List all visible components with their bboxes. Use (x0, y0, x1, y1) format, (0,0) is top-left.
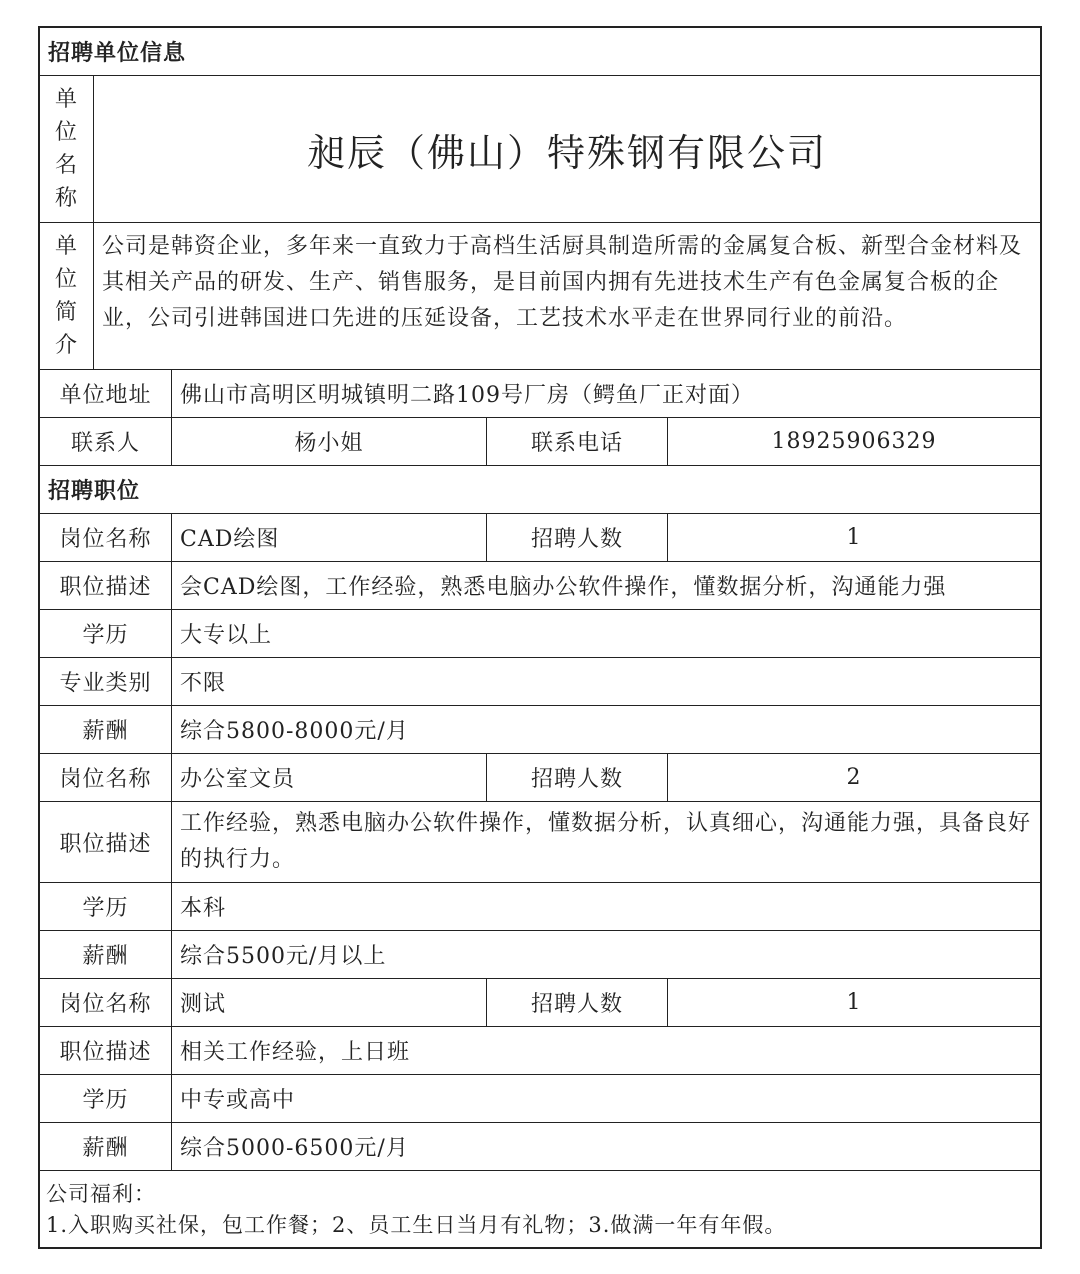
address-value: 佛山市高明区明城镇明二路109号厂房（鳄鱼厂正对面） (180, 383, 754, 408)
phone-label: 联系电话 (487, 418, 668, 465)
education-value: 中专或高中 (180, 1088, 296, 1113)
education-value: 本科 (180, 896, 227, 921)
address-row (40, 370, 1040, 418)
section-title: 招聘单位信息 (48, 41, 187, 66)
salary-value: 综合5800-8000元/月 (180, 719, 409, 744)
salary-value: 综合5500元/月以上 (180, 944, 387, 969)
position-desc-row (40, 562, 1040, 610)
position-desc-label: 职位描述 (40, 802, 172, 882)
unit-intro-text: 公司是韩资企业，多年来一直致力于高档生活厨具制造所需的金属复合板、新型合金材料及其相关产品的研发、生产、销售服务，是目前国内拥有先进技术生产有色金属复合板的企业，公司引进韩国进口先进的压延设备，工艺技术水平走在世界同行业的前沿。 (102, 234, 1023, 331)
benefits-text: 1.入职购买社保，包工作餐；2、员工生日当月有礼物；3.做满一年有年假。 (46, 1213, 787, 1237)
major-value: 不限 (180, 671, 227, 696)
section-header-company (40, 28, 1040, 76)
headcount-label: 招聘人数 (487, 979, 668, 1026)
label-char: 位 (54, 120, 78, 145)
benefits-title: 公司福利： (46, 1182, 156, 1206)
phone-value: 18925906329 (771, 429, 937, 454)
salary-label: 薪酬 (40, 931, 172, 978)
label-char: 简 (54, 300, 78, 325)
contact-row (40, 418, 1040, 466)
salary-row (40, 931, 1040, 979)
label-char: 单 (54, 234, 78, 259)
contact-value: 杨小姐 (172, 418, 487, 465)
position-desc: 相关工作经验，上日班 (180, 1040, 411, 1065)
major-row (40, 658, 1040, 706)
position-desc-label: 职位描述 (40, 562, 172, 609)
headcount-value: 2 (846, 765, 862, 790)
label-char: 称 (54, 186, 78, 211)
position-name-row (40, 754, 1040, 802)
label-char: 位 (54, 267, 78, 292)
label-char: 介 (54, 333, 78, 358)
headcount-value: 1 (846, 525, 862, 550)
address-label: 单位地址 (40, 370, 172, 417)
position-desc-row (40, 802, 1040, 883)
position-name-row (40, 979, 1040, 1027)
headcount-value: 1 (846, 990, 862, 1015)
position-name-label: 岗位名称 (40, 754, 172, 801)
headcount-label: 招聘人数 (487, 514, 668, 561)
salary-row (40, 1123, 1040, 1171)
position-name: CAD绘图 (172, 514, 487, 561)
education-label: 学历 (40, 1075, 172, 1122)
company-name: 昶辰（佛山）特殊钢有限公司 (306, 130, 827, 175)
section-title: 招聘职位 (48, 479, 141, 504)
education-row (40, 1075, 1040, 1123)
salary-label: 薪酬 (40, 1123, 172, 1170)
section-header-positions (40, 466, 1040, 514)
major-label: 专业类别 (40, 658, 172, 705)
unit-name-label (40, 76, 94, 222)
position-name: 测试 (172, 979, 487, 1026)
label-char: 名 (54, 153, 78, 178)
position-name: 办公室文员 (172, 754, 487, 801)
benefits-row (40, 1171, 1040, 1247)
unit-intro-label (40, 223, 94, 369)
unit-intro-row (40, 223, 1040, 370)
position-name-row (40, 514, 1040, 562)
contact-label: 联系人 (40, 418, 172, 465)
unit-name-row (40, 76, 1040, 223)
position-name-label: 岗位名称 (40, 514, 172, 561)
benefits-block (40, 1171, 1040, 1247)
education-row (40, 610, 1040, 658)
education-row (40, 883, 1040, 931)
position-desc-label: 职位描述 (40, 1027, 172, 1074)
salary-value: 综合5000-6500元/月 (180, 1136, 409, 1161)
salary-label: 薪酬 (40, 706, 172, 753)
education-label: 学历 (40, 883, 172, 930)
position-desc-row (40, 1027, 1040, 1075)
label-char: 单 (54, 87, 78, 112)
recruitment-table (38, 26, 1042, 1249)
position-name-label: 岗位名称 (40, 979, 172, 1026)
education-label: 学历 (40, 610, 172, 657)
headcount-label: 招聘人数 (487, 754, 668, 801)
salary-row (40, 706, 1040, 754)
position-desc: 会CAD绘图，工作经验，熟悉电脑办公软件操作，懂数据分析，沟通能力强 (180, 575, 947, 600)
education-value: 大专以上 (180, 623, 273, 648)
position-desc: 工作经验，熟悉电脑办公软件操作，懂数据分析，认真细心，沟通能力强，具备良好的执行力。 (180, 811, 1032, 872)
